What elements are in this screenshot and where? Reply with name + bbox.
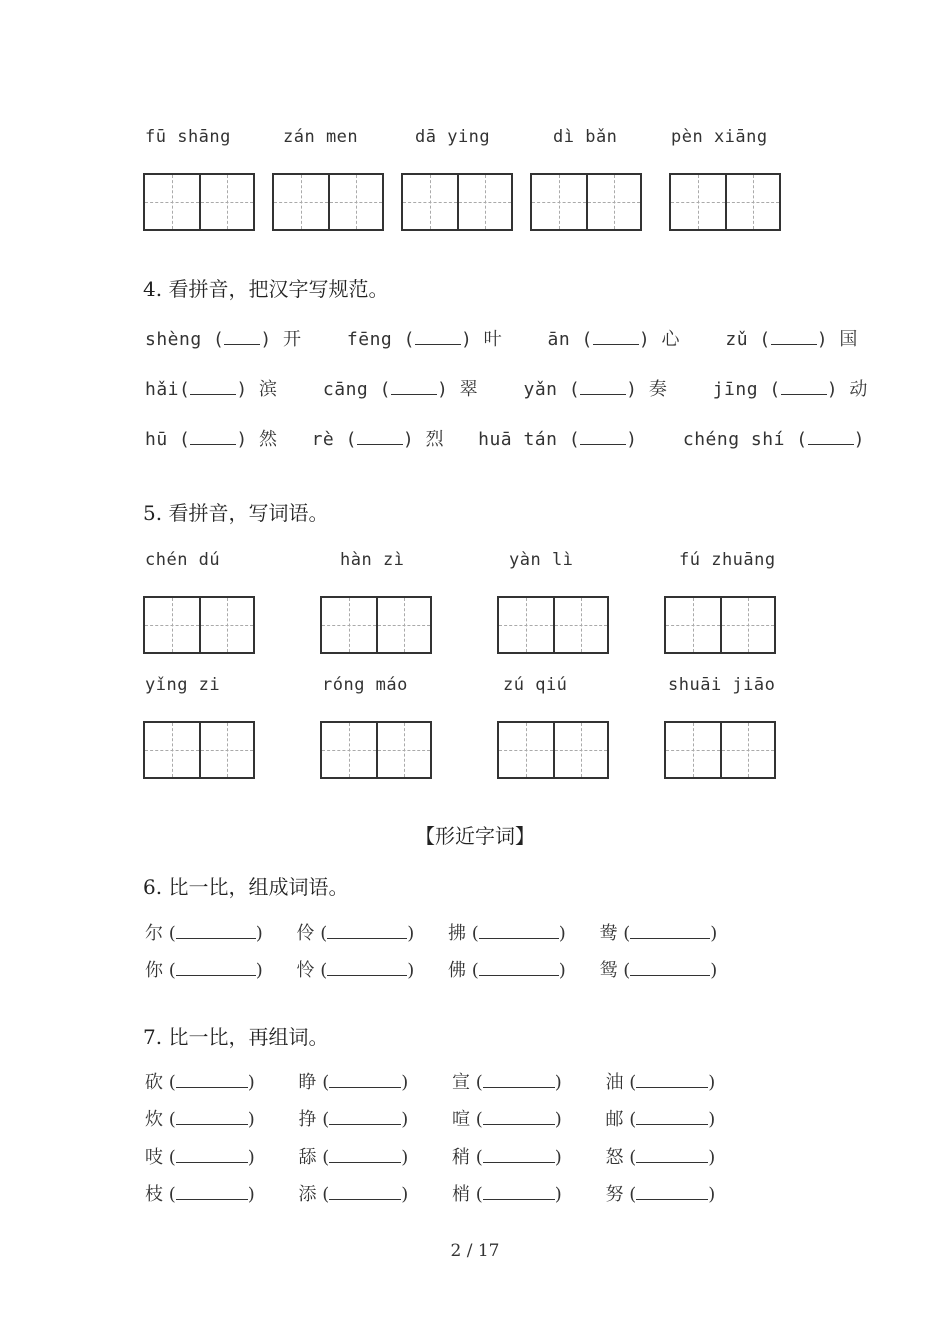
pinyin-label: pèn xiāng	[671, 127, 768, 147]
pinyin-label: chén dú	[145, 550, 221, 570]
pinyin-label: róng máo	[322, 675, 408, 695]
writing-grid[interactable]	[272, 173, 384, 231]
fill-line: hǎi( ) 滨 cāng ( ) 翠 yǎn ( ) 奏 jīng ( ) 动	[145, 379, 868, 400]
pinyin-label: yǐng zi	[145, 675, 221, 695]
pinyin-label: fú zhuāng	[679, 550, 776, 570]
writing-grid[interactable]	[143, 721, 255, 779]
question-7-title: 7. 比一比，再组词。	[143, 1025, 329, 1049]
writing-grid[interactable]	[320, 596, 432, 654]
fill-line: 尔 ( ) 伶 ( ) 拂 ( ) 鸯 ( )	[145, 923, 718, 944]
writing-grid[interactable]	[664, 721, 776, 779]
pinyin-label: zú qiú	[503, 675, 568, 695]
pinyin-label: shuāi jiāo	[668, 675, 776, 695]
question-4-title: 4. 看拼音，把汉字写规范。	[143, 277, 389, 301]
fill-line: 炊 ( ) 挣 ( ) 喧 ( ) 邮 ( )	[145, 1109, 716, 1130]
pinyin-label: zán men	[283, 127, 359, 147]
fill-line: hū ( ) 然 rè ( ) 烈 huā tán ( ) chéng shí ( )	[145, 429, 865, 450]
pinyin-label: dā ying	[415, 127, 491, 147]
fill-line: 你 ( ) 怜 ( ) 佛 ( ) 鸳 ( )	[145, 960, 718, 981]
fill-line: 枝 ( ) 添 ( ) 梢 ( ) 努 ( )	[145, 1184, 716, 1205]
fill-line: 吱 ( ) 舔 ( ) 稍 ( ) 怒 ( )	[145, 1147, 716, 1168]
writing-grid[interactable]	[530, 173, 642, 231]
writing-grid[interactable]	[664, 596, 776, 654]
writing-grid[interactable]	[497, 721, 609, 779]
fill-line: shèng ( ) 开 fēng ( ) 叶 ān ( ) 心 zǔ ( ) 国	[145, 329, 858, 350]
writing-grid[interactable]	[669, 173, 781, 231]
writing-grid[interactable]	[143, 173, 255, 231]
fill-line: 砍 ( ) 睁 ( ) 宣 ( ) 油 ( )	[145, 1072, 716, 1093]
writing-grid[interactable]	[143, 596, 255, 654]
writing-grid[interactable]	[497, 596, 609, 654]
writing-grid[interactable]	[401, 173, 513, 231]
pinyin-label: yàn lì	[509, 550, 574, 570]
pinyin-label: hàn zì	[340, 550, 405, 570]
writing-grid[interactable]	[320, 721, 432, 779]
pinyin-label: fū shāng	[145, 127, 231, 147]
page-number: 2 / 17	[450, 1241, 500, 1261]
question-6-title: 6. 比一比，组成词语。	[143, 875, 349, 899]
section-title: 【形近字词】	[415, 824, 535, 848]
pinyin-label: dì bǎn	[553, 127, 618, 147]
question-5-title: 5. 看拼音，写词语。	[143, 501, 329, 525]
